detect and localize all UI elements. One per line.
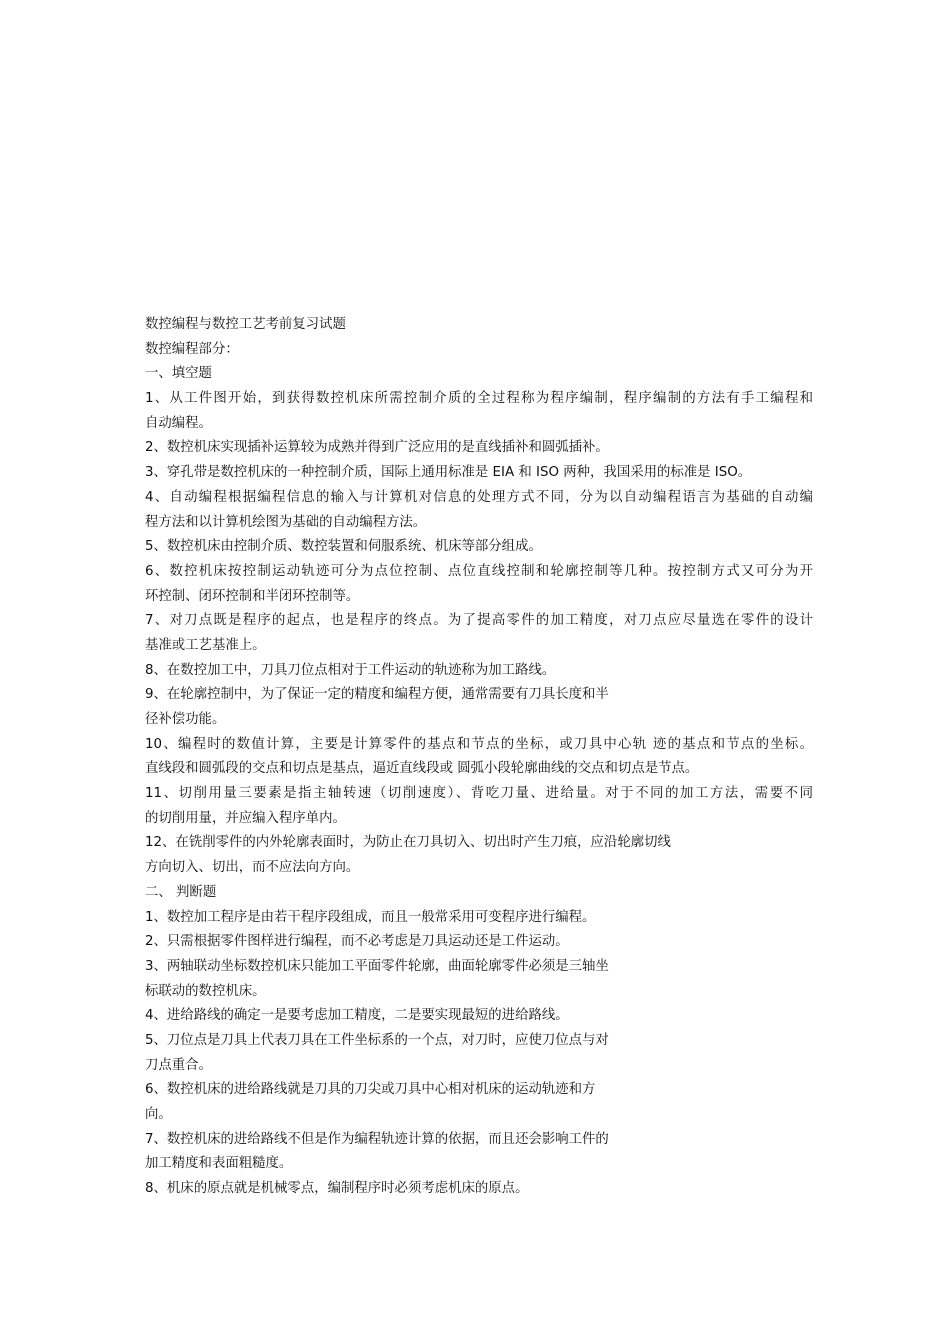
text-line: 8、在数控加工中，刀具刀位点相对于工件运动的轨迹称为加工路线。 bbox=[145, 662, 556, 678]
text-line: 自动编程。 bbox=[145, 415, 212, 431]
text-line: 1、从工件图开始，到获得数控机床所需控制介质的全过程称为程序编制，程序编制的方法有手工编程和 bbox=[145, 391, 813, 407]
text-line: 10、编程时的数值计算，主要是计算零件的基点和节点的坐标，或刀具中心轨 迹的基点和节点的坐标。 bbox=[145, 736, 813, 752]
text-line: 1、数控加工程序是由若干程序段组成，而且一般常采用可变程序进行编程。 bbox=[145, 909, 596, 925]
text-line: 程方法和以计算机绘图为基础的自动编程方法。 bbox=[145, 514, 427, 530]
text-line: 直线段和圆弧段的交点和切点是基点，逼近直线段或 圆弧小段轮廓曲线的交点和切点是节点。 bbox=[145, 761, 699, 777]
text-line: 基准或工艺基准上。 bbox=[145, 637, 266, 653]
text-line: 5、数控机床由控制介质、数控装置和伺服系统、机床等部分组成。 bbox=[145, 539, 542, 555]
text-line: 4、自动编程根据编程信息的输入与计算机对信息的处理方式不同，分为以自动编程语言为基础的自动编 bbox=[145, 489, 813, 505]
text-line: 径补偿功能。 bbox=[145, 712, 226, 727]
text-line: 8、机床的原点就是机械零点，编制程序时必须考虑机床的原点。 bbox=[145, 1181, 529, 1197]
text-line: 6、数控机床的进给路线就是刀具的刀尖或刀具中心相对机床的运动轨迹和方 bbox=[145, 1082, 596, 1098]
text-line: 刀点重合。 bbox=[145, 1057, 212, 1073]
text-line: 向。 bbox=[145, 1107, 172, 1122]
text-line: 标联动的数控机床。 bbox=[145, 983, 266, 999]
text-line: 方向切入、切出，而不应法向方向。 bbox=[145, 860, 360, 876]
text-line: 的切削用量，并应编入程序单内。 bbox=[145, 810, 346, 826]
text-line: 二、 判断题 bbox=[145, 884, 217, 900]
text-line: 7、对刀点既是程序的起点，也是程序的终点。为了提高零件的加工精度，对刀点应尽量选在零件的设计 bbox=[145, 613, 813, 629]
document-body bbox=[145, 313, 813, 1202]
text-line: 环控制、闭环控制和半闭环控制等。 bbox=[145, 588, 360, 604]
text-line: 12、在铣削零件的内外轮廓表面时，为防止在刀具切入、切出时产生刀痕，应沿轮廓切线 bbox=[145, 835, 671, 851]
text-line: 数控编程部分： bbox=[145, 341, 239, 357]
text-line: 4、进给路线的确定一是要考虑加工精度，二是要实现最短的进给路线。 bbox=[145, 1008, 569, 1024]
document-title: 数控编程与数控工艺考前复习试题 bbox=[145, 317, 346, 332]
text-line: 7、数控机床的进给路线不但是作为编程轨迹计算的依据，而且还会影响工件的 bbox=[145, 1131, 609, 1147]
text-line: 加工精度和表面粗糙度。 bbox=[145, 1156, 293, 1172]
text-line: 9、在轮廓控制中，为了保证一定的精度和编程方便，通常需要有刀具长度和半 bbox=[145, 687, 609, 703]
text-line: 3、穿孔带是数控机床的一种控制介质，国际上通用标准是 EIA 和 ISO 两种，我国采用的标准是 ISO。 bbox=[145, 465, 752, 481]
text-line: 2、数控机床实现插补运算较为成熟并得到广泛应用的是直线插补和圆弧插补。 bbox=[145, 440, 609, 456]
text-line: 5、刀位点是刀具上代表刀具在工件坐标系的一个点，对刀时，应使刀位点与对 bbox=[145, 1032, 609, 1048]
text-line: 3、两轴联动坐标数控机床只能加工平面零件轮廓，曲面轮廓零件必须是三轴坐 bbox=[145, 958, 609, 974]
text-line: 11、切削用量三要素是指主轴转速（切削速度）、背吃刀量、进给量。对于不同的加工方法，需要不同 bbox=[145, 786, 813, 802]
text-line: 2、只需根据零件图样进行编程，而不必考虑是刀具运动还是工件运动。 bbox=[145, 934, 569, 950]
text-line: 一、填空题 bbox=[145, 366, 212, 382]
text-line: 6、数控机床按控制运动轨迹可分为点位控制、点位直线控制和轮廓控制等几种。按控制方式又可分为开 bbox=[145, 563, 813, 579]
